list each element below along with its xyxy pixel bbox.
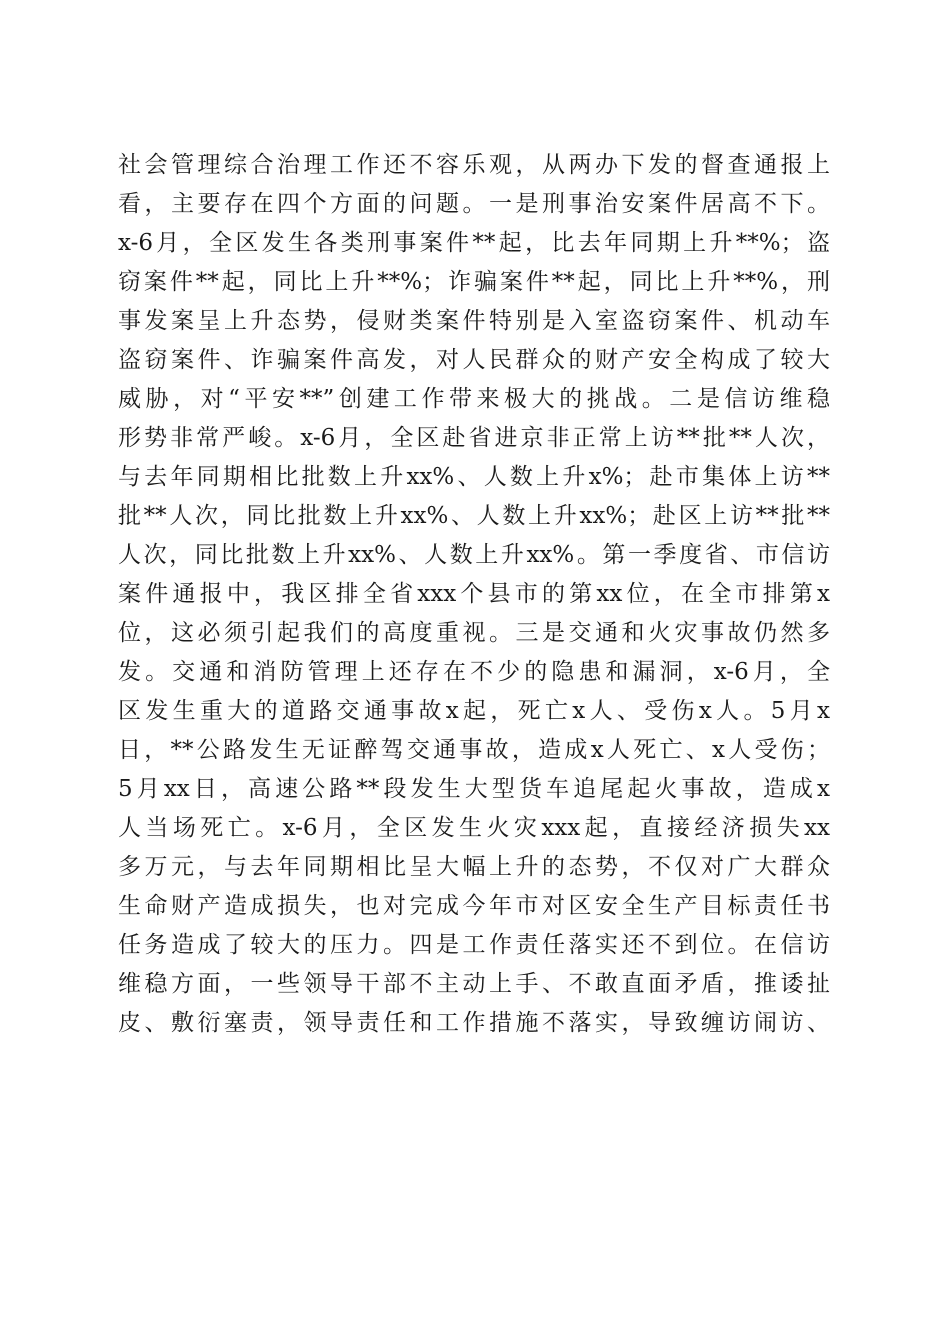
text-line: x-6月，全区发生各类刑事案件**起，比去年同期上升**%；盗	[118, 230, 830, 256]
text-line: 位，这必须引起我们的高度重视。三是交通和火灾事故仍然多	[118, 620, 830, 646]
text-line: 看，主要存在四个方面的问题。一是刑事治安案件居高不下。	[118, 191, 830, 217]
text-line: 与去年同期相比批数上升xx%、人数上升x%；赴市集体上访**	[118, 464, 830, 490]
text-line: 生命财产造成损失，也对完成今年市对区安全生产目标责任书	[118, 893, 830, 919]
text-line: 维稳方面，一些领导干部不主动上手、不敢直面矛盾，推诿扯	[118, 971, 830, 997]
text-line: 事发案呈上升态势，侵财类案件特别是入室盗窃案件、机动车	[118, 308, 830, 334]
text-line: 日，**公路发生无证醉驾交通事故，造成x人死亡、x人受伤；	[118, 737, 830, 763]
text-line: 人当场死亡。x-6月，全区发生火灾xxx起，直接经济损失xx	[118, 815, 830, 841]
text-line: 皮、敷衍塞责，领导责任和工作措施不落实，导致缠访闹访、	[118, 1010, 830, 1036]
text-line: 威胁，对“平安**”创建工作带来极大的挑战。二是信访维稳	[118, 386, 830, 412]
text-line: 5月xx日，高速公路**段发生大型货车追尾起火事故，造成x	[118, 776, 830, 802]
text-line: 盗窃案件、诈骗案件高发，对人民群众的财产安全构成了较大	[118, 347, 830, 373]
text-line: 社会管理综合治理工作还不容乐观，从两办下发的督查通报上	[118, 152, 830, 178]
text-line: 任务造成了较大的压力。四是工作责任落实还不到位。在信访	[118, 932, 830, 958]
text-line: 人次，同比批数上升xx%、人数上升xx%。第一季度省、市信访	[118, 542, 830, 568]
text-line: 区发生重大的道路交通事故x起，死亡x人、受伤x人。5月x	[118, 698, 830, 724]
text-line: 形势非常严峻。x-6月，全区赴省进京非正常上访**批**人次，	[118, 425, 830, 451]
text-line: 案件通报中，我区排全省xxx个县市的第xx位，在全市排第x	[118, 581, 830, 607]
body-paragraph	[118, 146, 830, 1043]
text-line: 窃案件**起，同比上升**%；诈骗案件**起，同比上升**%，刑	[118, 269, 830, 295]
text-line: 多万元，与去年同期相比呈大幅上升的态势，不仅对广大群众	[118, 854, 830, 880]
text-line: 发。交通和消防管理上还存在不少的隐患和漏洞，x-6月，全	[118, 659, 830, 685]
text-line: 批**人次，同比批数上升xx%、人数上升xx%；赴区上访**批**	[118, 503, 830, 529]
